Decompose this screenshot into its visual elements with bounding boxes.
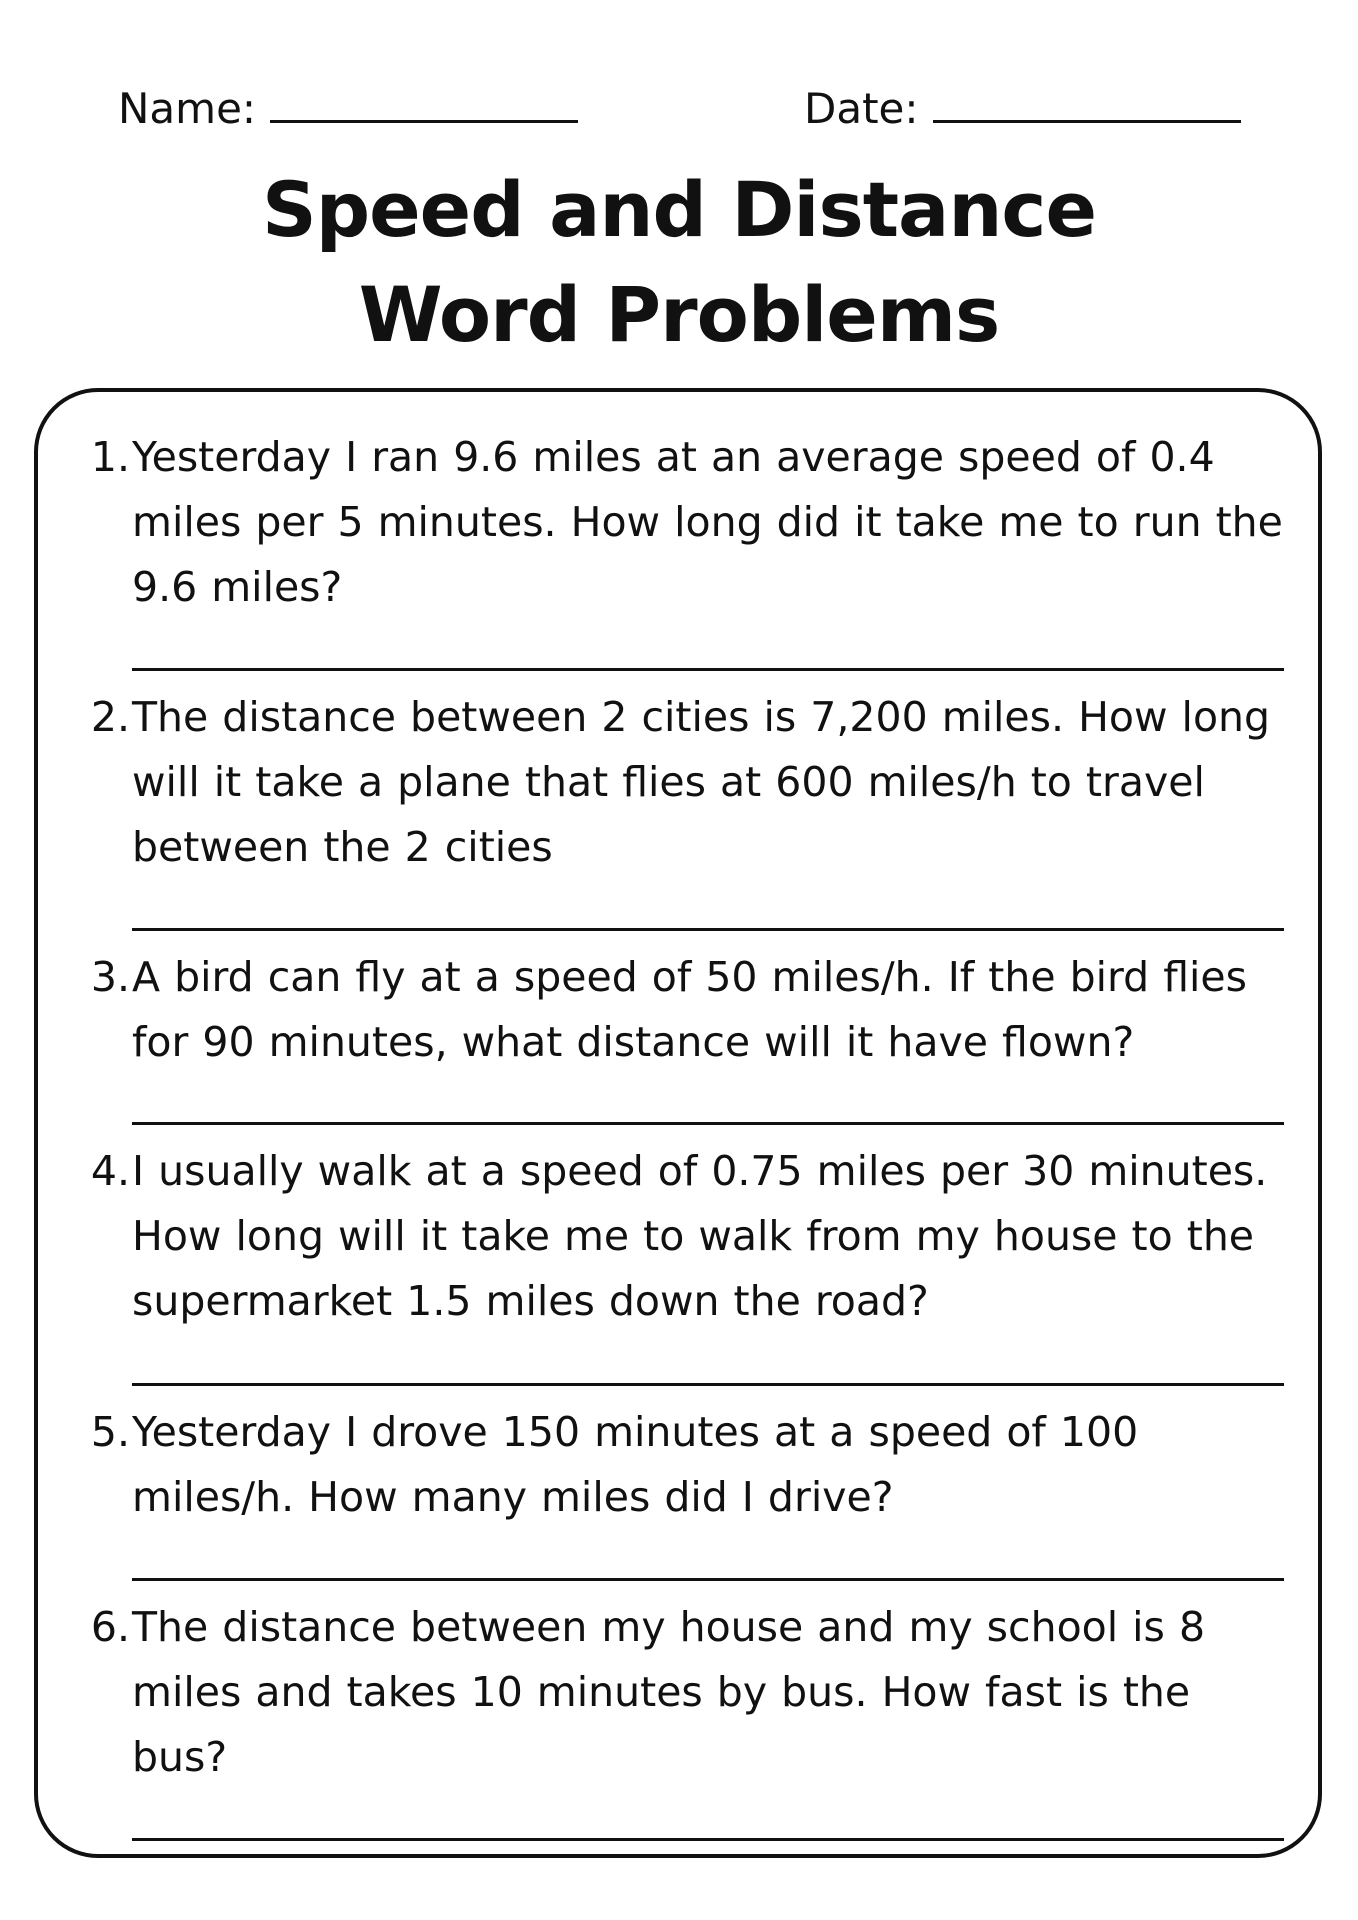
problem-number: 3. (90, 953, 130, 1001)
problem-text: Yesterday I ran 9.6 miles at an average speed of 0.4 miles per 5 minutes. How long did it take me to run the 9.6 miles? (132, 433, 1283, 611)
problem-number: 5. (90, 1408, 130, 1456)
answer-line-6[interactable] (132, 1838, 1284, 1841)
name-answer-line[interactable] (270, 80, 578, 123)
answer-line-3[interactable] (132, 1122, 1284, 1125)
page-title-line-2: Word Problems (358, 270, 1000, 359)
problem-number: 4. (90, 1147, 130, 1195)
problem-text: A bird can fly at a speed of 50 miles/h. If the bird flies for 90 minutes, what distance will it have flown? (132, 953, 1247, 1066)
problem-text: The distance between 2 cities is 7,200 miles. How long will it take a plane that flies at 600 miles/h to travel between the 2 cities (132, 693, 1271, 871)
problem-number: 2. (90, 693, 130, 741)
date-label: Date: (804, 84, 919, 133)
problem-text: I usually walk at a speed of 0.75 miles per 30 minutes. How long will it take me to walk from my house to the supermarket 1.5 miles down the road? (132, 1147, 1268, 1325)
answer-line-5[interactable] (132, 1578, 1284, 1581)
name-label: Name: (118, 84, 257, 133)
page-title-line-1: Speed and Distance (261, 165, 1097, 254)
answer-line-4[interactable] (132, 1383, 1284, 1386)
problem-number: 1. (90, 433, 130, 481)
answer-line-2[interactable] (132, 928, 1284, 931)
date-field (804, 80, 1241, 135)
problem-text: Yesterday I drove 150 minutes at a speed of 100 miles/h. How many miles did I drive? (132, 1408, 1139, 1521)
problem-number: 6. (90, 1603, 130, 1651)
date-answer-line[interactable] (933, 80, 1241, 123)
answer-line-1[interactable] (132, 668, 1284, 671)
problem-text: The distance between my house and my school is 8 miles and takes 10 minutes by bus. How fast is the bus? (132, 1603, 1206, 1781)
name-field (118, 80, 578, 135)
